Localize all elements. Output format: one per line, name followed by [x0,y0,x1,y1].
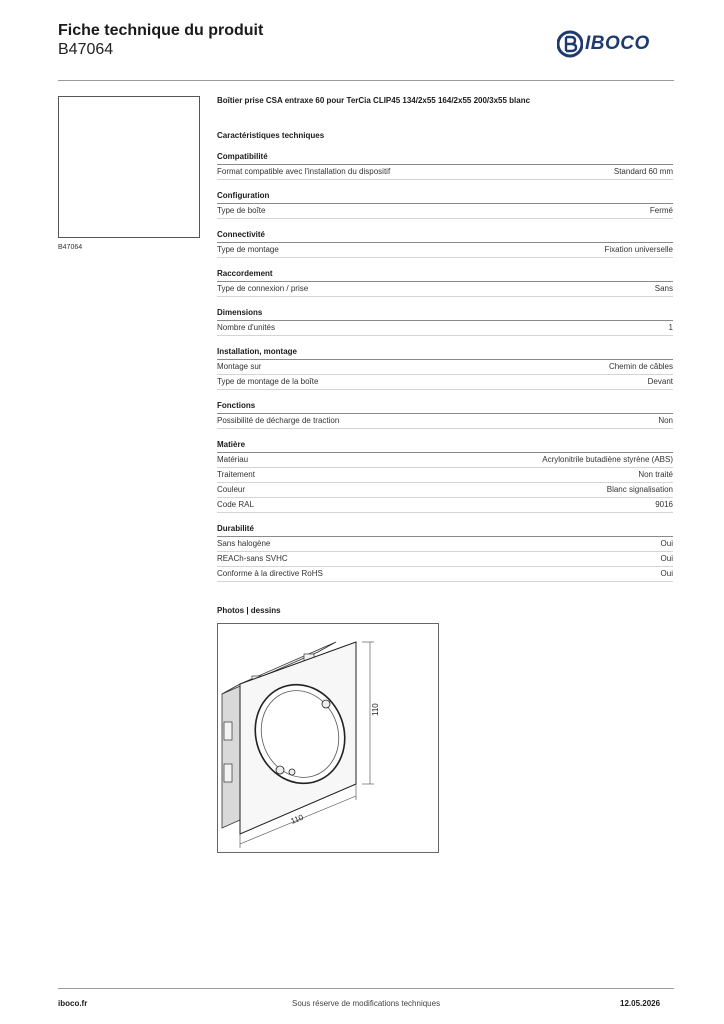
spec-value: Acrylonitrile butadiène styrène (ABS) [542,455,673,464]
spec-value: 1 [668,323,673,332]
iboco-logo [557,29,674,59]
spec-row [217,537,673,552]
spec-group-title: Installation, montage [217,346,673,360]
spec-label: Possibilité de décharge de traction [217,416,340,425]
spec-group [217,229,673,258]
footer-date: 12.05.2026 [620,999,661,1008]
spec-group-title: Dimensions [217,307,673,321]
spec-value: Non [658,416,673,425]
product-title: Boîtier prise CSA entraxe 60 pour TerCia CLIP45 134/2x55 164/2x55 200/3x55 blanc [217,96,531,105]
spec-group-title: Connectivité [217,229,673,243]
spec-value: Fixation universelle [604,245,673,254]
spec-label: Type de connexion / prise [217,284,309,293]
spec-group [217,268,673,297]
spec-value: Oui [660,554,673,563]
footer-divider [58,988,674,989]
spec-row [217,375,673,390]
document-header [58,22,263,60]
spec-label: Sans halogène [217,539,271,548]
spec-group [217,190,673,219]
spec-value: Oui [660,569,673,578]
spec-value: Blanc signalisation [606,485,673,494]
brand-name: IBOCO [585,33,650,54]
spec-group-title: Configuration [217,190,673,204]
width-dimension-label: 110 [289,812,305,826]
technical-drawing [218,624,438,852]
spec-value: Chemin de câbles [608,362,673,371]
spec-label: Couleur [217,485,246,494]
spec-group [217,151,673,180]
spec-label: Conforme à la directive RoHS [217,569,323,578]
spec-row [217,483,673,498]
spec-group [217,523,673,582]
spec-label: Nombre d'unités [217,323,275,332]
spec-group [217,439,673,513]
spec-row [217,321,673,336]
spec-group [217,346,673,390]
product-thumbnail [58,96,200,238]
spec-group-title: Raccordement [217,268,673,282]
spec-group-title: Fonctions [217,400,673,414]
spec-value: 9016 [655,500,673,509]
spec-row [217,468,673,483]
spec-group-title: Durabilité [217,523,673,537]
brand-mark-icon [557,29,583,59]
spec-label: Traitement [217,470,255,479]
spec-value: Standard 60 mm [613,167,673,176]
spec-value: Sans [654,284,673,293]
spec-group-title: Matière [217,439,673,453]
specs-heading: Caractéristiques techniques [217,131,325,140]
spec-row [217,414,673,429]
spec-row [217,243,673,258]
spec-row [217,360,673,375]
spec-row [217,453,673,468]
spec-row [217,165,673,180]
spec-row [217,282,673,297]
spec-label: Code RAL [217,500,254,509]
thumbnail-reference: B47064 [58,244,83,251]
specifications-column [217,96,673,616]
spec-label: Type de boîte [217,206,266,215]
height-dimension-label: 110 [371,703,380,716]
spec-value: Non traité [638,470,673,479]
spec-row [217,498,673,513]
spec-label: Montage sur [217,362,262,371]
document-title: Fiche technique du produit [58,22,264,39]
spec-group-title: Compatibilité [217,151,673,165]
spec-groups [217,151,673,582]
footer-notice: Sous réserve de modifications techniques [292,999,441,1008]
spec-label: REACh-sans SVHC [217,554,288,563]
spec-value: Oui [660,539,673,548]
spec-row [217,567,673,582]
footer-website[interactable]: iboco.fr [58,999,88,1008]
spec-row [217,204,673,219]
spec-value: Fermé [649,206,673,215]
header-divider [58,80,674,81]
spec-label: Type de montage de la boîte [217,377,319,386]
product-drawing [217,623,439,853]
spec-label: Format compatible avec l'installation du dispositif [217,167,391,176]
spec-row [217,552,673,567]
spec-value: Devant [647,377,673,386]
spec-group [217,400,673,429]
spec-label: Matériau [217,455,249,464]
photos-heading: Photos | dessins [217,606,281,615]
product-reference: B47064 [58,41,114,58]
spec-label: Type de montage [217,245,279,254]
spec-group [217,307,673,336]
